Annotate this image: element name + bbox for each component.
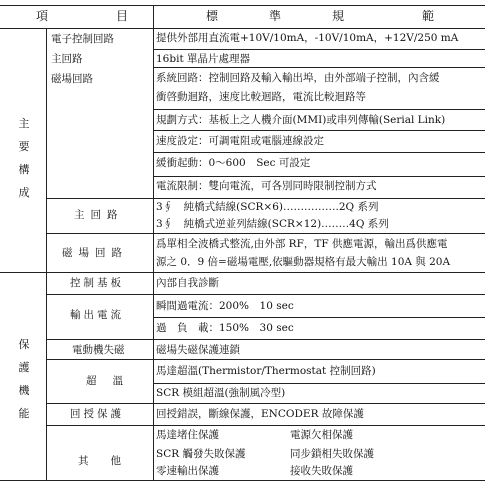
spec-text: 規劃方式：基板上之人機介面(MMI)或串列傳輸(Serial Link): [156, 114, 446, 126]
motor-lost-text: 磁場失磁保護連鎖: [156, 344, 240, 356]
label-other: 其他: [78, 455, 143, 467]
rule: [46, 403, 485, 404]
header-std-1: 標: [206, 9, 219, 23]
other-3b: 接收失敗保護: [290, 465, 353, 477]
label-out-current: 輸出電流: [70, 309, 124, 321]
rule: [153, 109, 485, 110]
other-2b: 同步鎖相失敗保護: [290, 448, 374, 460]
rule-section: [0, 272, 485, 273]
other-2a: SCR 觸發失敗保護: [156, 448, 246, 460]
label-overtemp: 超溫: [86, 375, 139, 387]
processor-text: 16bit 單晶片處理器: [156, 53, 250, 65]
section-main: 主要構成: [18, 117, 30, 199]
rule: [46, 294, 485, 295]
rule: [46, 339, 485, 340]
rule: [153, 317, 485, 318]
rule-top: [0, 5, 485, 6]
ramp-text: 緩衝起動：0～600 Sec 可設定: [156, 157, 311, 169]
other-1a: 馬達堵住保護: [156, 429, 219, 441]
rule: [46, 359, 485, 360]
label-main-loop: 主回路: [51, 53, 83, 65]
rule: [153, 67, 485, 68]
other-1b: 電源欠相保護: [290, 429, 353, 441]
system-text-1: 系統回路：控制回路及輸入輸出埠，由外部端子控制，內含緩: [156, 72, 440, 84]
rule: [153, 152, 485, 153]
label-board: 控制基板: [70, 277, 124, 289]
speed-text: 速度設定：可調電阻或電腦連線設定: [156, 135, 324, 147]
label-field-circuit: 磁場回路: [62, 247, 128, 259]
header-item-2: 目: [116, 9, 129, 23]
supply-text: 提供外部用直流電+10V/10mA，-10V/10mA，+12V/250 mA: [156, 32, 459, 44]
col-rule: [46, 29, 47, 481]
header-std-4: 範: [422, 9, 435, 23]
feedback-text: 回授錯誤，斷線保護，ENCODER 故障保護: [156, 408, 364, 420]
current-text: 電流限制：雙向電流，可各別同時限制控制方式: [156, 180, 377, 192]
system-text-2: 衝啓動迴路，速度比較迴路，電流比較迴路等: [156, 91, 366, 103]
scr1-text: 3∮ 純橋式結線(SCR×6)…………….2Q 系列: [156, 201, 379, 213]
col-rule: [153, 5, 154, 481]
field-text-2: 源之 0．9 倍=磁場電壓,依驅動器規格有最大輸出 10A 與 20A: [156, 256, 451, 268]
rule: [46, 425, 485, 426]
label-field-loop: 磁場回路: [51, 73, 93, 85]
scr2-text: 3∮ 純橋式逆並列結線(SCR×12)‥‥‥‥4Q 系列: [156, 218, 389, 230]
label-feedback: 回授保護: [70, 408, 124, 420]
field-text-1: 爲單相全波橋式整流,由外部 RF，TF 供應電源，輸出爲供應電: [156, 238, 448, 250]
rule-header-bottom: [0, 28, 485, 29]
rule: [153, 176, 485, 177]
header-std-2: 準: [269, 9, 282, 23]
label-main-circuit: 主回路: [74, 209, 124, 221]
other-3a: 零速輸出保護: [156, 465, 219, 477]
overload-text: 過 負 載：150% 30 sec: [156, 322, 294, 334]
header-item-1: 項: [36, 9, 49, 23]
inst-text: 瞬間過電流：200% 10 sec: [156, 300, 294, 312]
rule: [153, 130, 485, 131]
rule: [153, 49, 485, 50]
rule: [153, 383, 485, 384]
rule: [46, 233, 485, 234]
rule: [46, 198, 485, 199]
board-text: 內部自我診斷: [156, 277, 219, 289]
section-protect: 保護機能: [18, 338, 30, 420]
label-motor-lost: 電動機失磁: [72, 344, 125, 356]
header-std-3: 規: [332, 9, 345, 23]
therm-text: 馬達超溫(Thermistor/Thermostat 控制回路): [156, 365, 376, 377]
scr-temp-text: SCR 模組超溫(強制風冷型): [156, 387, 286, 399]
label-elec-ctrl: 電子控制回路: [51, 33, 114, 45]
